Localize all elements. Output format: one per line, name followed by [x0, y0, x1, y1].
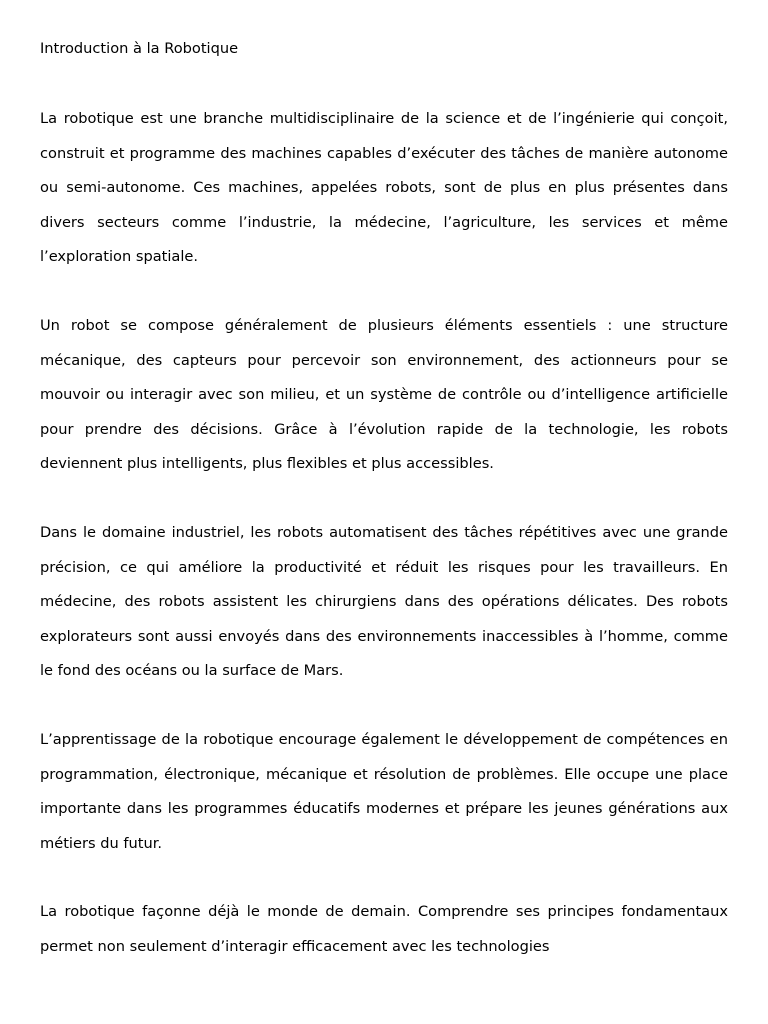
paragraph-applications: Dans le domaine industriel, les robots automatisent des tâches répétitives avec une grande précision, ce qui améliore la productivité et réduit les risques pour les travailleurs. En médecine, des robots assistent les chirurgiens dans des opérations délicates. Des robots explorateurs sont aussi envoyés dans des environnements inaccessibles à l’homme, comme le fond des océans ou la surface de Mars. [40, 524, 728, 679]
paragraph-education: L’apprentissage de la robotique encourage également le développement de compétences en programmation, électronique, mécanique et résolution de problèmes. Elle occupe une place importante dans les programmes éducatifs modernes et prépare les jeunes générations aux métiers du futur. [40, 731, 728, 852]
document-page [40, 0, 728, 1024]
document-title: Introduction à la Robotique [40, 40, 239, 57]
paragraph-conclusion: La robotique façonne déjà le monde de demain. Comprendre ses principes fondamentaux permet non seulement d’interagir efficacement avec les technologies [40, 903, 728, 955]
paragraph-components: Un robot se compose généralement de plusieurs éléments essentiels : une structure mécanique, des capteurs pour percevoir son environnement, des actionneurs pour se mouvoir ou interagir avec son milieu, et un système de contrôle ou d’intelligence artificielle pour prendre des décisions. Grâce à l’évolution rapide de la technologie, les robots deviennent plus intelligents, plus flexibles et plus accessibles. [40, 317, 728, 472]
paragraph-introduction: La robotique est une branche multidisciplinaire de la science et de l’ingénierie qui conçoit, construit et programme des machines capables d’exécuter des tâches de manière autonome ou semi-autonome. Ces machines, appelées robots, sont de plus en plus présentes dans divers secteurs comme l’industrie, la médecine, l’agriculture, les services et même l’exploration spatiale. [40, 110, 728, 265]
